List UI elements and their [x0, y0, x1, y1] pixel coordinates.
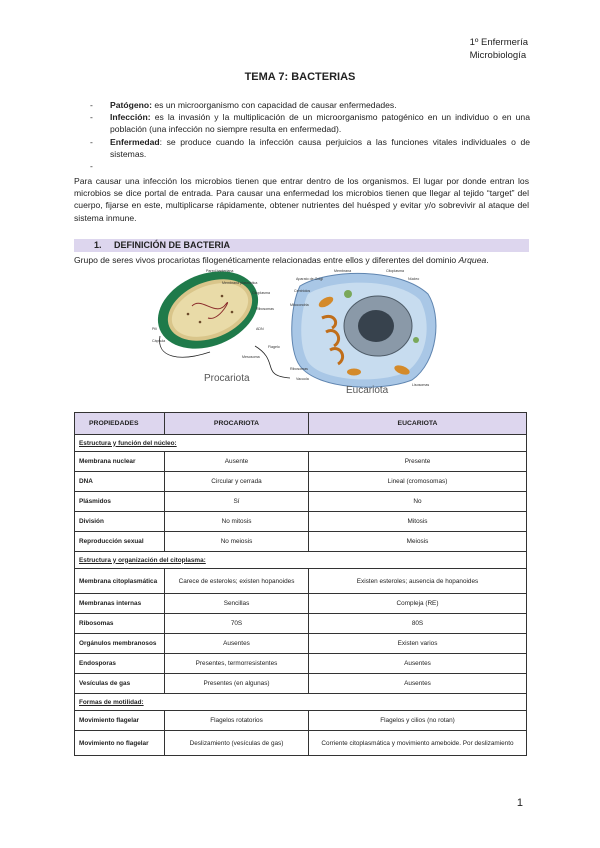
svg-text:Citoplasma: Citoplasma: [252, 291, 270, 295]
course-label: 1º Enfermería: [469, 37, 528, 48]
body-paragraph: Para causar una infección los microbios tienen que entrar dentro de los organismos. El lugar por donde entran los microbios se dice portal de entrada. Para causar una enfermedad los microbios tienen que llegar al tejido “target” del cuerpo, fijarse en este, multiplicarse rápidamente, obtener nutrientes del huésped y evitar y/o sobrevivir al ataque del sistema inmune.: [74, 176, 529, 223]
page-number: 1: [516, 797, 523, 809]
eukaryote-illustration: [290, 269, 436, 394]
svg-text:Mitocondria: Mitocondria: [290, 303, 309, 307]
definition-text: : se produce cuando la infección causa perjuicios a las funciones vitales individuales o de sistemas.: [110, 136, 530, 159]
definition-list: [90, 99, 530, 172]
prokaryote-caption: Procariota: [204, 373, 250, 384]
section-title: DEFINICIÓN DE BACTERIA: [114, 240, 231, 250]
table-row: Endosporas Presentes, termorresistentes Ausentes: [75, 654, 527, 674]
table-row: División No mitosis Mitosis: [75, 512, 527, 532]
svg-text:Citoplasma: Citoplasma: [386, 269, 404, 273]
column-header: PROCARIOTA: [165, 413, 309, 435]
table-section-title: Estructura y organización del citoplasma:: [75, 552, 527, 569]
section-intro: Grupo de seres vivos procariotas filogenéticamente relacionadas entre ellos y diferentes del dominio Arquea.: [74, 255, 489, 265]
cell-comparison-figure: [150, 266, 440, 394]
section-number: 1.: [94, 240, 102, 250]
svg-text:Núcleo: Núcleo: [408, 277, 420, 281]
nucleolus-shape: [358, 310, 394, 342]
subject-label: Microbiología: [469, 50, 527, 61]
definition-term: Infección:: [110, 112, 151, 123]
definition-item: [90, 99, 530, 111]
svg-text:Flagelo: Flagelo: [268, 345, 280, 349]
comparison-table: [74, 412, 527, 756]
table-section-row: [75, 552, 527, 569]
table-section-title: Estructura y función del núcleo:: [75, 435, 527, 452]
svg-text:Lisosomas: Lisosomas: [412, 383, 430, 387]
flagellum-line: [255, 346, 290, 378]
table-row: Membrana citoplasmática Carece de esteroles; existen hopanoides Existen esteroles; ausencia de hopanoides: [75, 569, 527, 594]
eukaryote-caption: Eucariota: [346, 385, 389, 394]
svg-text:ADN: ADN: [256, 327, 264, 331]
svg-text:Pared bacteriana: Pared bacteriana: [206, 269, 234, 273]
definition-term: Enfermedad: [110, 136, 160, 147]
prokaryote-illustration: [150, 266, 290, 384]
table-row: Membrana nuclear Ausente Presente: [75, 452, 527, 472]
table-row: Orgánulos membranosos Ausentes Existen varios: [75, 634, 527, 654]
svg-text:Pili: Pili: [152, 327, 157, 331]
section-heading: [74, 239, 529, 252]
table-row: Membranas internas Sencillas Compleja (RE): [75, 594, 527, 614]
table-row: Movimiento flagelar Flagelos rotatorios Flagelos y cilios (no rotan): [75, 711, 527, 731]
table-section-title: Formas de motilidad:: [75, 694, 527, 711]
table-row: Movimiento no flagelar Deslizamiento (vesículas de gas) Corriente citoplasmática y movimiento ameboide. Por deslizamiento: [75, 731, 527, 756]
definition-text: es un microorganismo con capacidad de causar enfermedades.: [152, 100, 397, 110]
svg-text:Centriolos: Centriolos: [294, 289, 311, 293]
table-row: Vesículas de gas Presentes (en algunas) Ausentes: [75, 674, 527, 694]
table-section-row: [75, 694, 527, 711]
table-section-row: [75, 435, 527, 452]
svg-text:Vacuola: Vacuola: [296, 377, 309, 381]
definition-item: [90, 136, 530, 160]
document-header: [470, 36, 528, 62]
svg-text:Cápsula: Cápsula: [152, 339, 166, 343]
definition-item: [90, 111, 530, 135]
table-header-row: [75, 413, 527, 435]
definition-term: Patógeno:: [110, 100, 153, 110]
column-header: EUCARIOTA: [309, 413, 527, 435]
svg-text:Ribosomas: Ribosomas: [290, 367, 308, 371]
column-header: PROPIEDADES: [75, 413, 165, 435]
definition-text: es la invasión y la multiplicación de un microorganismo patogénico en un individuo o en una población (una infección no siempre resulta en enfermedad).: [110, 112, 530, 135]
table-row: Reproducción sexual No meiosis Meiosis: [75, 532, 527, 552]
table-row: Ribosomas 70S 80S: [75, 614, 527, 634]
table-row: DNA Circular y cerrada Lineal (cromosomas): [75, 472, 527, 492]
page-title: TEMA 7: BACTERIAS: [244, 71, 356, 83]
italic-term: Arquea: [458, 255, 487, 265]
svg-text:Ribosomas: Ribosomas: [256, 307, 274, 311]
table-row: Plásmidos Sí No: [75, 492, 527, 512]
svg-text:Membrana plasmática: Membrana plasmática: [222, 281, 258, 285]
svg-text:Mesosoma: Mesosoma: [242, 355, 260, 359]
svg-text:Membrana: Membrana: [334, 269, 352, 273]
definition-item-empty: [90, 160, 530, 172]
svg-text:Aparato de Golgi: Aparato de Golgi: [296, 277, 323, 281]
